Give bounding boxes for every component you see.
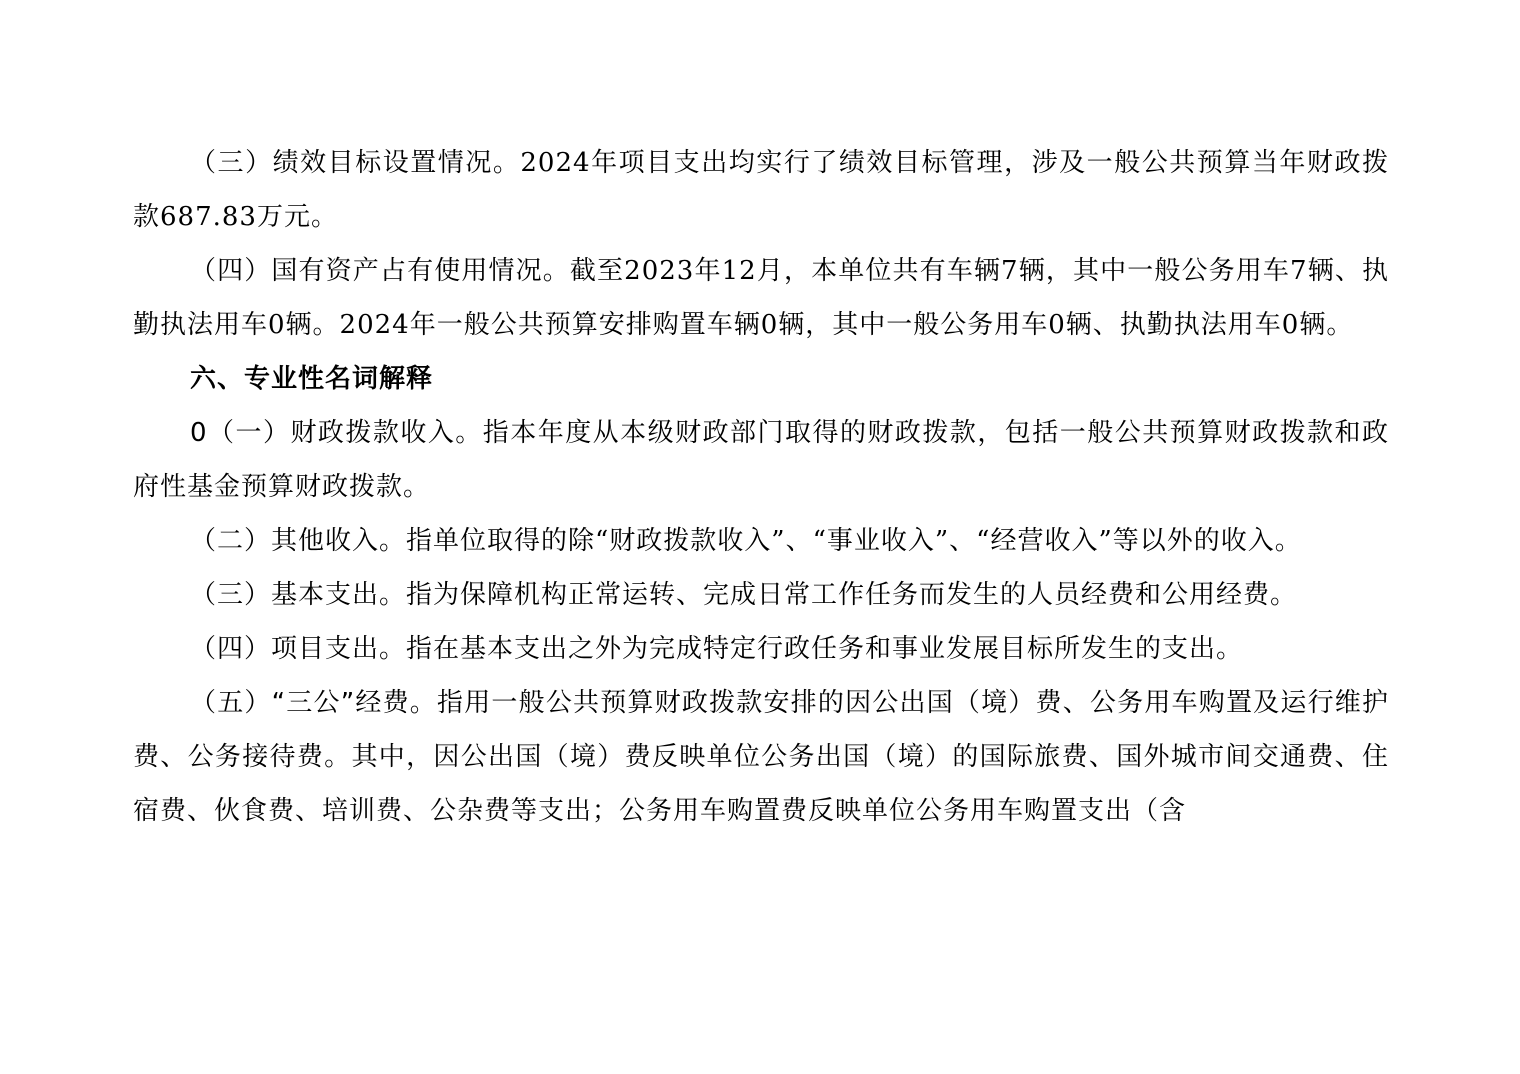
paragraph-performance-goals [133, 136, 1389, 244]
definition-lead: 0（一）财政拨款收入。 [190, 418, 483, 448]
paragraph-text: 2024年项目支出均实行了绩效目标管理，涉及一般公共预算当年财政拨款687.83万元。 [133, 148, 1389, 232]
document-page [133, 136, 1389, 838]
definition-lead: （三）基本支出。 [190, 580, 407, 610]
definition-lead: （四）项目支出。 [190, 634, 407, 664]
paragraph-lead: （四）国有资产占有使用情况。 [190, 256, 570, 286]
section-heading: 六、专业性名词解释 [190, 364, 434, 394]
definition-fiscal-appropriation-income [133, 406, 1389, 514]
paragraph-state-assets [133, 244, 1389, 352]
definition-text: 指在基本支出之外为完成特定行政任务和事业发展目标所发生的支出。 [406, 634, 1244, 664]
definition-other-income [133, 514, 1389, 568]
definition-text: 指本年度从本级财政部门取得的财政拨款，包括一般公共预算财政拨款和政府性基金预算财政拨款。 [133, 418, 1389, 502]
definition-text: 指单位取得的除“财政拨款收入”、“事业收入”、“经营收入”等以外的收入。 [406, 526, 1302, 556]
paragraph-lead: （三）绩效目标设置情况。 [190, 148, 521, 178]
definition-lead: （五）“三公”经费。 [190, 688, 437, 718]
definition-three-public-expenses [133, 676, 1389, 838]
definition-lead: （二）其他收入。 [190, 526, 407, 556]
definition-text: 指为保障机构正常运转、完成日常工作任务而发生的人员经费和公用经费。 [406, 580, 1298, 610]
definition-project-expenditure [133, 622, 1389, 676]
paragraph-text: 截至2023年12月，本单位共有车辆7辆，其中一般公务用车7辆、执勤执法用车0辆。2024年一般公共预算安排购置车辆0辆，其中一般公务用车0辆、执勤执法用车0辆。 [133, 256, 1389, 340]
definition-text: 指用一般公共预算财政拨款安排的因公出国（境）费、公务用车购置及运行维护费、公务接待费。其中，因公出国（境）费反映单位公务出国（境）的国际旅费、国外城市间交通费、住宿费、伙食费、培训费、公杂费等支出；公务用车购置费反映单位公务用车购置支出（含 [133, 688, 1389, 826]
definition-basic-expenditure [133, 568, 1389, 622]
